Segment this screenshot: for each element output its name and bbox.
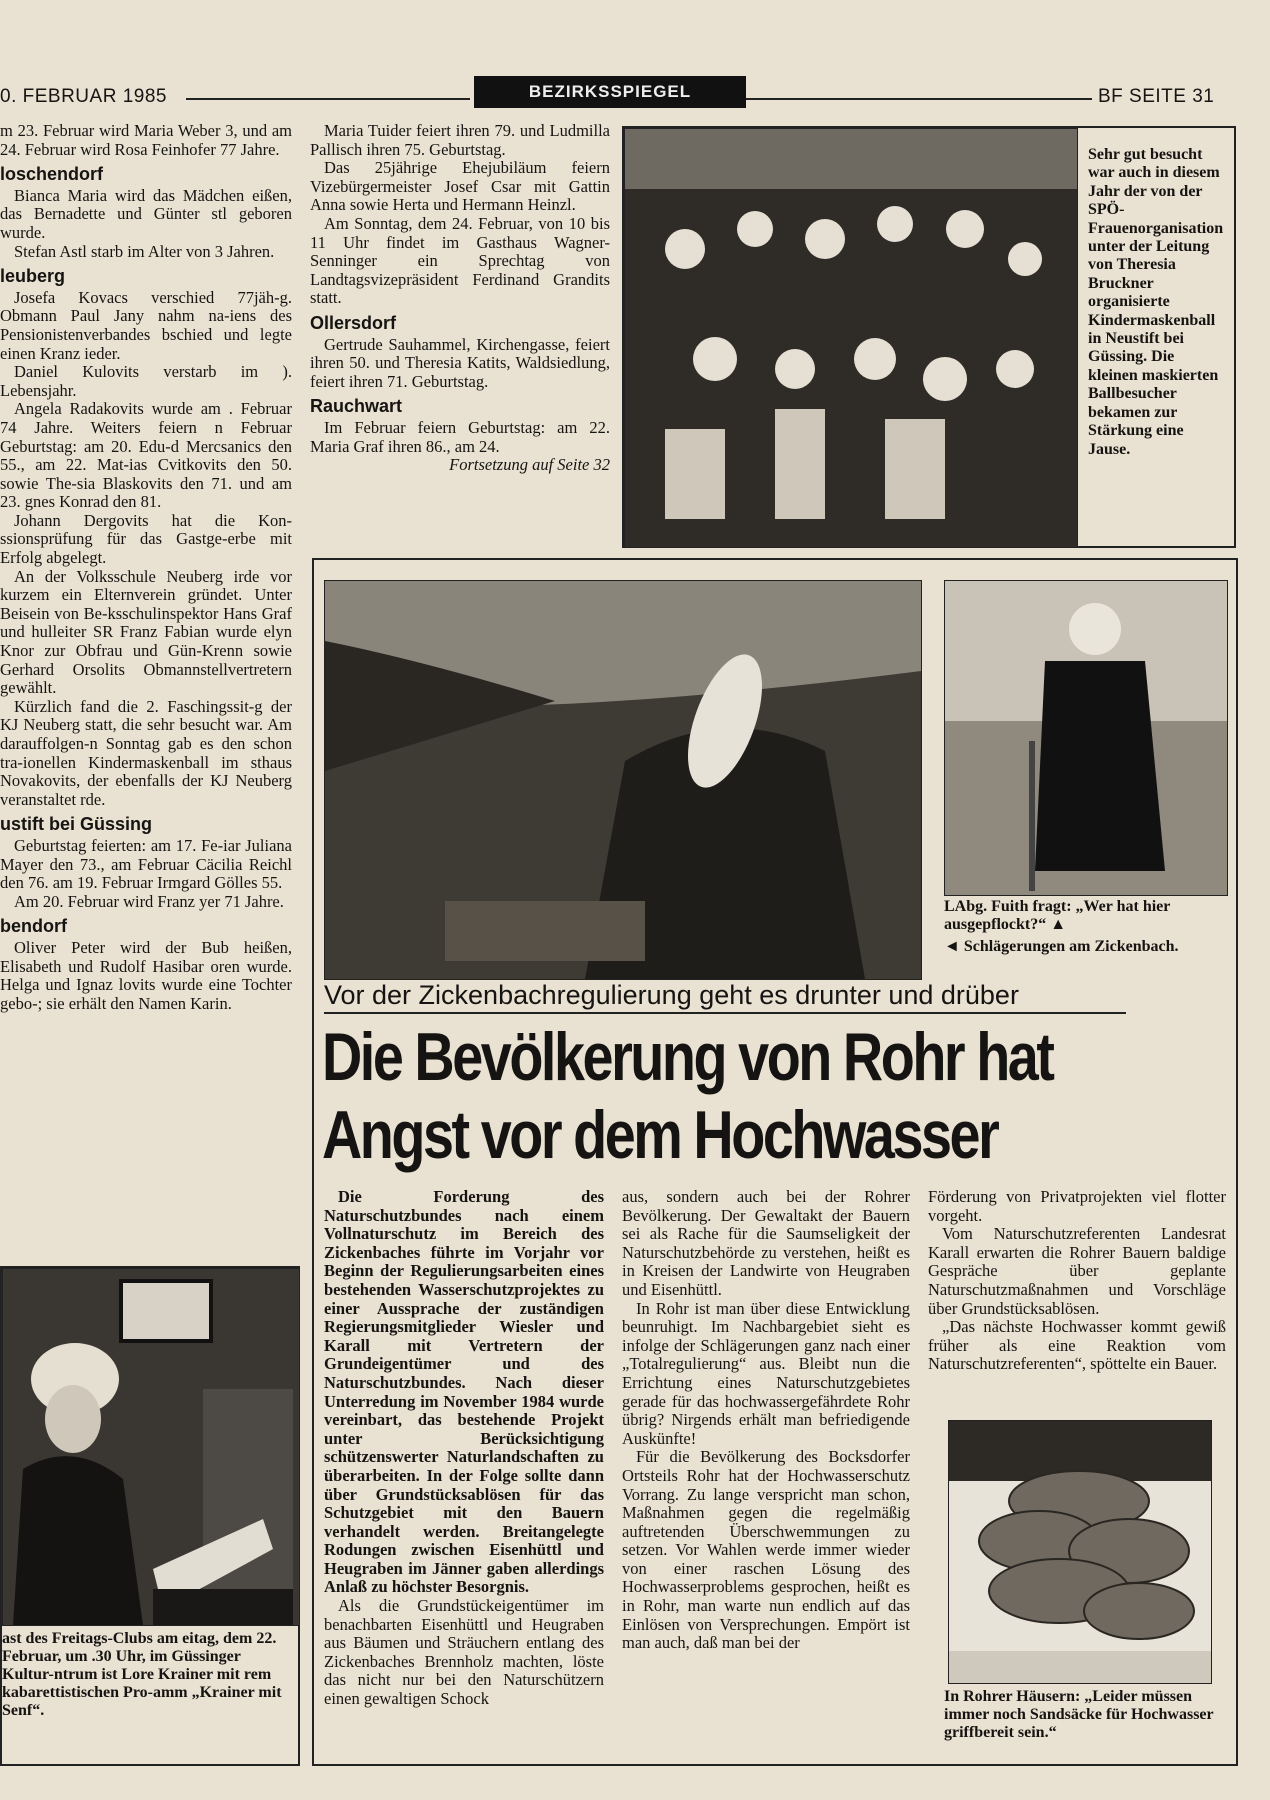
ball-photo-box [622,126,1236,548]
col2-para: Maria Tuider feiert ihren 79. und Ludmilla Pallisch ihren 75. Geburtstag. [310,122,610,159]
col1-para: Stefan Astl starb im Alter von 3 Jahren. [14,241,275,261]
col1-para: Am 20. Februar wird Franz yer 71 Jahre. [14,891,284,911]
col1-para: Josefa Kovacs verschied 77jäh-g. Obmann Paul Jany nahm na-iens des Pensionistenverbandes bschied und legte einen Kranz ieder. [0,287,292,363]
article-col-1 [324,1188,604,1758]
page-number: BF SEITE 31 [1098,86,1215,107]
felling-caption: ◄ Schlägerungen am Zickenbach. [944,938,1179,955]
fuith-photo [944,580,1228,896]
header-rule-right [746,98,1092,100]
felling-photo-image [325,581,921,979]
fuith-photo-image [945,581,1227,895]
col1-para: Oliver Peter wird der Bub heißen, Elisabeth und Rudolf Hasibar oren wurde. Helga und Ignaz lovits wurde eine Tochter gebo-; sie erhält den Namen Karin. [0,937,292,1013]
ball-photo [624,128,1078,548]
piano-caption: ast des Freitags-Clubs am eitag, dem 22. Februar, um .30 Uhr, im Güssinger Kultur-ntrum ist Lore Krainer mit rem kabarettistischen Pro-amm „Krainer mit Senf“. [2,1630,282,1719]
headline-line-1: Die Bevölkerung von Rohr hat [322,1019,1053,1095]
article-para: Als die Grundstückeigentümer im benachbarten Eisenhüttl und Heugraben aus Bäumen und Sträuchern entlang des Zickenbaches Brennholz machten, löste das nicht nur bei den Naturschützern einen gewaltigen Schock [324,1596,604,1709]
sandbags-caption: In Rohrer Häusern: „Leider müssen immer noch Sandsäcke für Hochwasser griffbereit sein.“ [944,1688,1214,1741]
column-left [0,122,292,1282]
col1-para: Angela Radakovits wurde am . Februar 74 Jahre. Weiters feiern n Februar Geburtstag: am 20. Edu-d Mercsanics den 55., am 22. Mat-ias Cvitkovits den 50. sowie The-sia Blaskovits den 71. und am 23. gnes Konrad den 81. [0,399,292,512]
sandbags-photo [948,1420,1212,1684]
col2-heading-ollersdorf: Ollersdorf [310,312,397,333]
issue-date: 0. FEBRUAR 1985 [0,86,167,107]
col1-heading-neustift: ustift bei Güssing [0,814,153,835]
header-rule-left [186,98,470,100]
col1-heading-neuberg: leuberg [0,266,66,287]
col1-para: An der Volksschule Neuberg irde vor kurzem ein Elternverein gründet. Unter Beisein von Be-ksschulinspektor Hans Graf und hulleiter SR Franz Fabian wurde elyn Knor zur Obfrau und Gün-Krenn sowie Gerhard Orsolits Obmannstellvertretern gewählt. [0,566,292,698]
article-para: „Das nächste Hochwasser kommt gewiß früher als eine Reaktion vom Naturschutzreferenten“, spöttelte ein Bauer. [928,1317,1226,1374]
col1-para: Johann Dergovits hat die Kon-ssionsprüfung für das Gastge-erbe mit Erfolg abgelegt. [0,510,292,568]
kicker-underline [324,1012,1126,1014]
col2-heading-rauchwart: Rauchwart [310,396,403,417]
article-para: In Rohr ist man über diese Entwicklung beunruhigt. Im Nachbargebiet sieht es infolge der Schlägerungen ganz nach einer „Totalregulierung“ aus. Bleibt nun die Errichtung eines Naturschutzgebietes gerade für das hochwassergefährdete Rohr übrig? Nirgends erhält man befriedigende Auskünfte! [622,1298,910,1448]
ball-caption: Sehr gut besucht war auch in diesem Jahr der von der SPÖ-Frauenorganisation unter der Leitung von Theresia Bruckner organisierte Kindermaskenball in Neustift bei Güssing. Die kleinen maskierten Ballbesucher bekamen zur Stärkung eine Jause. [1088,146,1224,458]
col1-para: Kürzlich fand die 2. Faschingssit-g der KJ Neuberg statt, die sehr besucht war. Am darauffolgen-n Sonntag gab es den schon tra-ionellen Kindermaskenball im sthaus Novakovits, der ebenfalls der KJ Neuberg veranstaltet rde. [0,696,292,809]
article-col-2 [622,1188,910,1758]
col2-para: Das 25jährige Ehejubiläum feiern Vizebürgermeister Josef Csar mit Gattin Anna sowie Herta und Hermann Heinzl. [310,158,610,215]
article-para: Vom Naturschutzreferenten Landesrat Karall erwarten die Rohrer Bauern baldige Gespräche über geplante Naturschutzmaßnahmen und Vorschläge über Grundstücksablösen. [928,1224,1226,1318]
col1-para: Geburtstag feierten: am 17. Fe-iar Juliana Mayer den 73., am Februar Cäcilia Reichl den 76. am 19. Februar Irmgard Gölles 55. [0,835,292,893]
col1-para: Bianca Maria wird das Mädchen eißen, das Bernadette und Günter stl geboren wurde. [0,185,292,242]
column-middle [310,122,610,562]
article-col-3 [928,1188,1226,1388]
article-box [312,558,1238,1766]
article-para: aus, sondern auch bei der Rohrer Bevölkerung. Der Gewaltakt der Bauern sei als Rache für die Saumseligkeit der Naturschutzbehörde zu verstehen, heißt es in Kreisen der Landwirte von Heugraben und Eisenhüttl. [622,1188,910,1299]
col1-para: Daniel Kulovits verstarb im ). Lebensjahr. [0,362,292,400]
piano-photo-box [0,1266,300,1766]
col1-intro: m 23. Februar wird Maria Weber 3, und am 24. Februar wird Rosa Feinhofer 77 Jahre. [0,122,292,159]
article-kicker: Vor der Zickenbachregulierung geht es drunter und drüber [324,980,1019,1010]
col1-heading-loschendorf: loschendorf [0,164,104,185]
section-title: BEZIRKSSPIEGEL [474,76,746,108]
piano-photo-image [3,1269,299,1625]
col2-para: Gertrude Sauhammel, Kirchengasse, feiert ihren 50. und Theresia Katits, Waldsiedlung, feiert ihren 71. Geburtstag. [310,334,610,391]
continuation-note: Fortsetzung auf Seite 32 [449,455,610,475]
fuith-caption: LAbg. Fuith fragt: „Wer hat hier ausgepflockt?“ ▲ [944,898,1171,933]
felling-photo [324,580,922,980]
ball-photo-image [625,129,1077,547]
sandbags-photo-image [949,1421,1211,1683]
headline-line-2: Angst vor dem Hochwasser [322,1097,998,1173]
col2-para: Im Februar feiern Geburtstag: am 22. Maria Graf ihren 86., am 24. [310,417,610,456]
article-para: Für die Bevölkerung des Bocksdorfer Ortsteils Rohr hat der Hochwasserschutz Vorrang. Zu lange verspricht man schon, Maßnahmen gegen die regelmäßig auftretenden Überschwemmungen zu setzen. Vor Wahlen werde immer wieder von einer raschen Lösung des Hochwasserproblems gesprochen, heißt es in Rohr, man warte nun endlich auf das Einlösen von Versprechungen. Empört ist man auch, daß man bei der [622,1447,910,1653]
piano-photo [2,1268,300,1626]
article-para: Förderung von Privatprojekten viel flotter vorgeht. [928,1188,1226,1225]
col2-para: Am Sonntag, dem 24. Februar, von 10 bis 11 Uhr findet im Gasthaus Wagner-Senninger ein Sprechtag von Landtagsvizepräsident Ferdinand Grandits statt. [310,213,610,308]
col1-heading-bendorf: bendorf [0,916,67,937]
article-lead: Die Forderung des Naturschutzbundes nach einem Vollnaturschutz im Bereich des Zickenbaches führte im Vorjahr vor Beginn der Regulierungsarbeiten eines bestehenden Wasserschutzprojektes zu einer Aussprache der zuständigen Regierungsmitglieder Wiesler und Karall mit Vertretern der Grundeigentümer und des Naturschutzbundes. Nach dieser Unterredung im November 1984 wurde vereinbart, das bestehende Projekt unter Berücksichtigung schützenswerter Naturlandschaften zu überarbeiten. In der Folge sollte dann über Grundstücksablösen für das Schutzgebiet mit den Bauern verhandelt werden. Breitangelegte Rodungen zwischen Eisenhüttl und Heugraben im Jänner gaben allerdings Anlaß zu höchster Besorgnis. [324,1188,604,1597]
